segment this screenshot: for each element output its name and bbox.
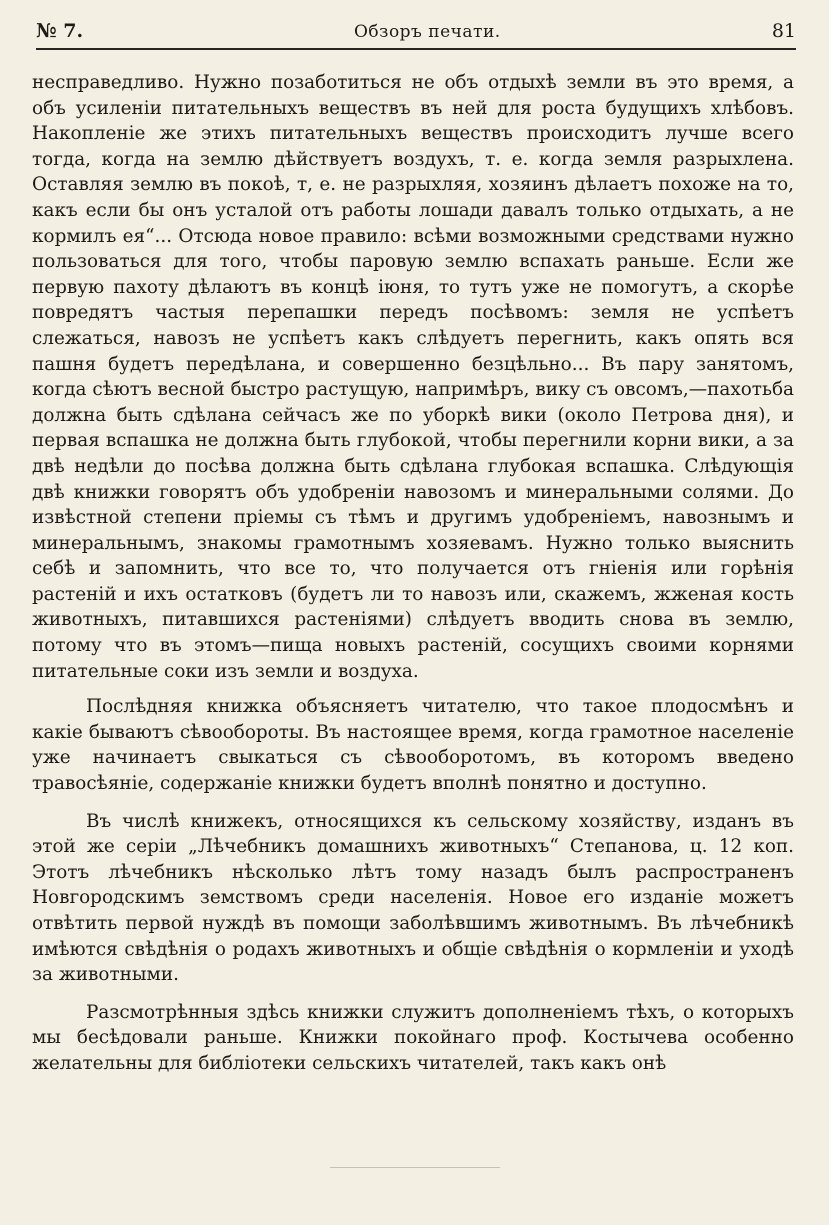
paragraph-2: Послѣдняя книжка объясняетъ читателю, что такое плодосмѣнъ и какіе бываютъ сѣвообороты. Въ настоящее время, когда грамотное населеніе уже начинаетъ свыкаться съ сѣвооборотомъ, въ которомъ введено травосѣяніе, содержаніе книжки будетъ вполнѣ понятно и доступно. [32, 696, 794, 795]
paragraph-1: несправедливо. Нужно позаботиться не объ отдыхѣ земли въ это время, а объ усиленіи питательныхъ веществъ въ ней для роста будущихъ хлѣбовъ. Накопленіе же этихъ питательныхъ веществъ происходитъ лучше всего тогда, когда на землю дѣйствуетъ воздухъ, т. е. когда земля разрыхлена. Оставляя землю въ покоѣ, т, е. не разрыхляя, хозяинъ дѣлаетъ похоже на то, какъ если бы онъ усталой отъ работы лошади давалъ только отдыхать, а не кормилъ ея“... Отсюда новое правило: всѣми возможными средствами нужно пользоваться для того, чтобы паровую землю вспахать раньше. Если же первую пахоту дѣлаютъ въ концѣ іюня, то тутъ уже не помогутъ, а скорѣе повредятъ частыя перепашки передъ посѣвомъ: земля не успѣетъ слежаться, навозъ не успѣетъ какъ слѣдуетъ перегнить, какъ опять вся пашня будетъ передѣлана, и совершенно безцѣльно... Въ пару занятомъ, когда сѣютъ весной быстро растущую, напримѣръ, вику съ овсомъ,—пахотьба должна быть сдѣлана сейчасъ же по уборкѣ вики (около Петрова дня), и первая вспашка не должна быть глубокой, чтобы перегнили корни вики, а за двѣ недѣли до посѣва должна быть сдѣлана глубокая вспашка. Слѣдующія двѣ книжки говорятъ объ удобреніи навозомъ и минеральными солями. До извѣстной степени пріемы съ тѣмъ и другимъ удобреніемъ, навознымъ и минеральнымъ, знакомы грамотнымъ хозяевамъ. Нужно только выяснить себѣ и запомнить, что все то, что получается отъ гніенія или горѣнія растеній и ихъ остатковъ (будетъ ли то навозъ или, скажемъ, жженая кость животныхъ, питавшихся растеніями) слѣдуетъ вводить снова въ землю, потому что въ этомъ—пища новыхъ растеній, сосущихъ своими корнями питательные соки изъ земли и воздуха. [32, 72, 794, 682]
issue-number: № 7. [36, 20, 84, 42]
header-rule [36, 48, 796, 50]
paragraph-4: Разсмотрѣнныя здѣсь книжки служитъ дополненіемъ тѣхъ, о которыхъ мы бесѣдовали раньше. Книжки покойнаго проф. Костычева особенно желательны для библіотеки сельскихъ читателей, такъ какъ онѣ [32, 1001, 794, 1074]
body-text [32, 70, 794, 1089]
bottom-divider [330, 1167, 500, 1168]
page-number: 81 [771, 20, 796, 42]
paragraph-3: Въ числѣ книжекъ, относящихся къ сельскому хозяйству, изданъ въ этой же серіи „Лѣчебникъ домашнихъ животныхъ“ Степанова, ц. 12 коп. Этотъ лѣчебникъ нѣсколько лѣтъ тому назадъ былъ распространенъ Новгородскимъ земствомъ среди населенія. Новое его изданіе можетъ отвѣтить первой нуждѣ въ помощи заболѣвшимъ животнымъ. Въ лѣчебникѣ имѣются свѣдѣнія о родахъ животныхъ и общіе свѣдѣнія о кормленіи и уходѣ за животными. [32, 810, 794, 986]
running-title: Обзоръ печати. [354, 22, 501, 42]
running-header [36, 20, 796, 50]
